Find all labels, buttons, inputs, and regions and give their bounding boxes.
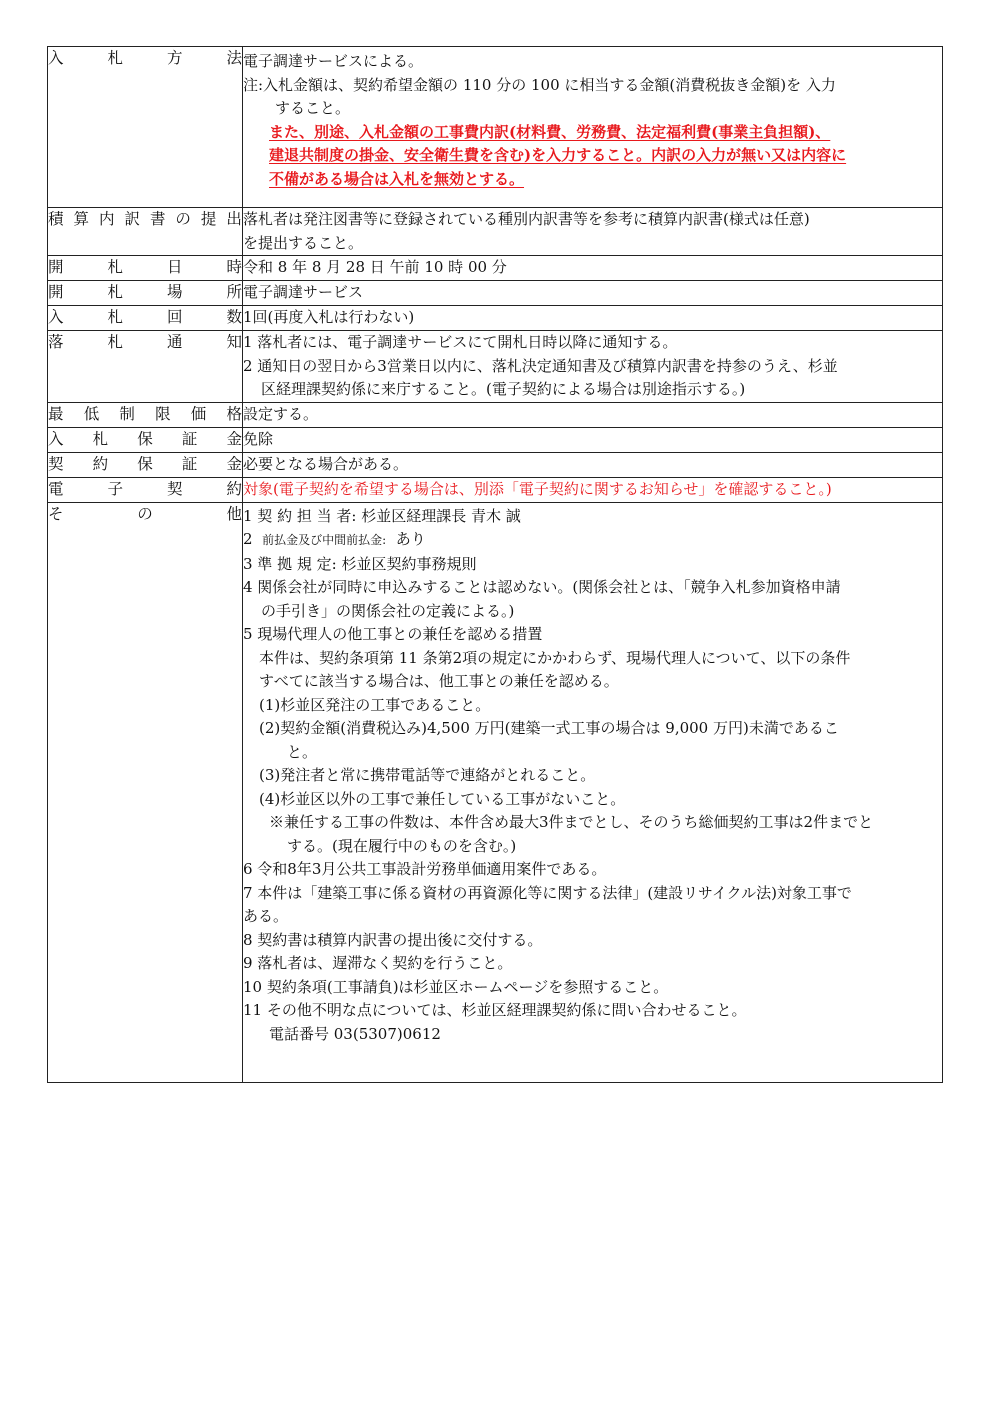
label-char: 格 [226,404,242,423]
label-char: 札 [107,308,123,326]
label-char: 保 [137,454,153,473]
text-line: 本件は、契約条項第 11 条第2項の規定にかかわらず、現場代理人について、以下の条件 [259,648,851,667]
text-line: 落札者は発注図書等に登録されている種別内訳書等を参考に積算内訳書(様式は任意) [243,210,810,228]
label-char: 証 [181,454,198,473]
phone-number: 電話番号 03(5307)0612 [269,1024,441,1043]
label-char: 入 [48,49,64,67]
label-char: 入 [48,429,64,448]
row-content [243,452,943,477]
text-line: (2)契約金額(消費税込み)4,500 万円(建築一式工事の場合は 9,000 万円)未満であるこ [259,719,839,737]
text-line: 3 準 拠 規 定: 杉並区契約事務規則 [243,554,477,573]
row-bid-count [48,306,943,331]
text-line: 注:入札金額は、契約希望金額の 110 分の 100 に相当する金額(消費税抜き金額)を 入力 [243,75,836,94]
label-char: 証 [181,429,198,448]
e-contract-notice: 対象(電子契約を希望する場合は、別添「電子契約に関するお知らせ」を確認すること。) [243,479,832,498]
text-line: 11 その他不明な点については、杉並区経理課契約係に問い合わせること。 [243,1001,747,1019]
row-content [243,331,943,403]
label-char: 知 [226,333,242,351]
text-line: の手引き」の関係会社の定義による。) [261,601,515,620]
row-label [48,47,243,208]
tender-conditions-table [47,46,943,1083]
text-line: 10 契約条項(工事請負)は杉並区ホームページを参照すること。 [243,977,669,996]
label-char: 日 [166,258,183,276]
text-line: 4 関係会社が同時に申込みすることは認めない。(関係会社とは、「競争入札参加資格申請 [243,578,841,596]
label-char: 積 [48,210,64,228]
label-char: 数 [226,308,242,326]
label-char: 出 [226,210,242,228]
text-line: 免除 [243,429,274,448]
text-line: と。 [287,742,318,761]
text-line: (1)杉並区発注の工事であること。 [259,695,491,714]
text-line [243,528,942,553]
label-char: 回 [166,308,183,326]
row-bid-method [48,47,943,208]
label-char: 金 [226,429,242,448]
row-label [48,452,243,477]
item-number: 2 [243,530,253,548]
row-minimum-price [48,402,943,427]
row-label [48,331,243,403]
label-char: の [175,210,191,228]
row-content [243,256,943,281]
label-char: 価 [190,404,207,423]
label-char: の [137,504,153,523]
label-char: 契 [48,454,64,473]
label-char: 子 [107,479,123,498]
row-opening-place [48,281,943,306]
label-char: 制 [119,404,135,423]
warning-line: また、別途、入札金額の工事費内訳(材料費、労務費、法定福利費(事業主負担額)、 [269,122,831,141]
label-char: 金 [226,454,242,473]
row-label [48,402,243,427]
warning-line: 建退共制度の掛金、安全衛生費を含む)を入力すること。内訳の入力が無い又は内容に [269,146,847,164]
row-label [48,306,243,331]
label-char: そ [48,504,64,523]
text-line: 電子調達サービスによる。 [243,52,424,70]
row-label [48,427,243,452]
text-line: 1 契 約 担 当 者: 杉並区経理課長 青木 誠 [243,506,521,525]
label-char: 提 [200,210,217,228]
row-bid-bond [48,427,943,452]
label-char: 書 [149,210,166,228]
text-line: 必要となる場合がある。 [243,454,409,473]
label-char: 訳 [124,210,140,228]
label-char: 札 [107,258,123,276]
row-estimate-submission [48,208,943,256]
label-char: 保 [137,429,153,448]
label-char: 場 [166,283,183,301]
label-char: 約 [226,479,242,498]
label-char: 契 [166,479,183,498]
label-char: 方 [166,49,183,67]
row-content [243,208,943,256]
text-line: すべてに該当する場合は、他工事との兼任を認める。 [259,672,619,690]
text-line: ある。 [243,907,289,925]
label-char: 所 [226,283,242,301]
text-line: 5 現場代理人の他工事との兼任を認める措置 [243,625,543,643]
text-line: 6 令和8年3月公共工事設計労務単価適用案件である。 [243,860,607,878]
text-line: 9 落札者は、遅滞なく契約を行うこと。 [243,954,513,972]
row-award-notice [48,331,943,403]
text-line: ※兼任する工事の件数は、本件含め最大3件までとし、そのうち総価契約工事は2件までと [269,813,874,831]
advance-payment-value: あり [395,530,426,548]
row-content [243,427,943,452]
label-char: 約 [92,454,109,473]
row-opening-datetime [48,256,943,281]
row-e-contract [48,477,943,502]
text-line: すること。 [275,99,351,117]
warning-line: 不備がある場合は入札を無効とする。 [269,169,525,188]
label-char: 開 [48,283,64,301]
label-char: 内 [98,210,115,228]
label-char: 法 [226,49,242,67]
row-label [48,256,243,281]
text-line: (3)発注者と常に携帯電話等で連絡がとれること。 [259,766,596,784]
row-label [48,281,243,306]
label-char: 他 [226,504,242,523]
label-char: 札 [92,429,109,448]
text-line: (4)杉並区以外の工事で兼任している工事がないこと。 [259,789,626,808]
label-char: 札 [107,283,123,301]
row-contract-bond [48,452,943,477]
label-char: 落 [48,333,64,351]
row-other [48,502,943,1082]
label-char: 低 [83,404,100,423]
row-label [48,477,243,502]
label-char: 算 [73,210,89,228]
text-line: する。(現在履行中のものを含む。) [287,836,517,855]
advance-payment-label: 前払金及び中間前払金: [262,533,387,547]
text-line: 令和 8 年 8 月 28 日 午前 10 時 00 分 [243,258,507,276]
label-char: 最 [48,404,64,423]
label-char: 入 [48,308,64,326]
label-char: 通 [166,333,183,351]
row-content [243,402,943,427]
row-content [243,502,943,1082]
text-line: を提出すること。 [243,233,364,252]
row-label [48,502,243,1082]
label-char: 札 [107,49,123,67]
text-line: 区経理課契約係に来庁すること。(電子契約による場合は別途指示する。) [261,380,746,398]
text-line: 設定する。 [243,404,319,423]
label-char: 限 [155,404,171,423]
text-line: 7 本件は「建築工事に係る資材の再資源化等に関する法律」(建設リサイクル法)対象工事で [243,883,852,902]
text-line: 1 落札者には、電子調達サービスにて開札日時以降に通知する。 [243,333,678,351]
row-content [243,306,943,331]
label-char: 札 [107,333,123,351]
row-content [243,281,943,306]
text-line: 1回(再度入札は行わない) [243,308,415,326]
text-line: 2 通知日の翌日から3営業日以内に、落札決定通知書及び積算内訳書を持参のうえ、杉並 [243,356,838,375]
row-content [243,47,943,208]
text-line: 電子調達サービス [243,283,364,301]
text-line: 8 契約書は積算内訳書の提出後に交付する。 [243,930,543,949]
label-char: 電 [48,479,64,498]
row-label [48,208,243,256]
label-char: 開 [48,258,64,276]
row-content [243,477,943,502]
label-char: 時 [226,258,242,276]
